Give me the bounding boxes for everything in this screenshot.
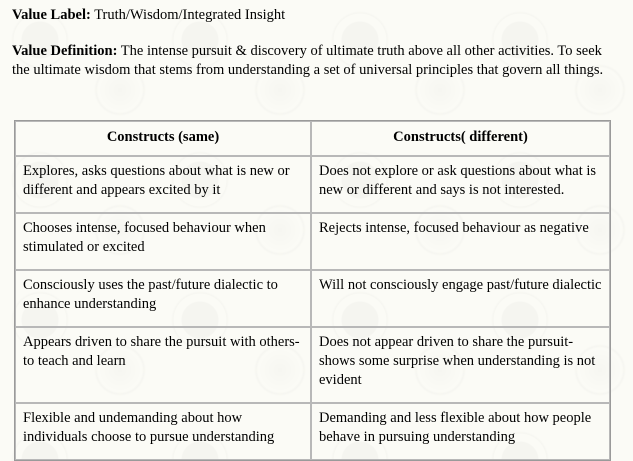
cell-different: Does not appear driven to share the pursuit- shows some surprise when understanding is not evident xyxy=(311,327,610,403)
value-label-term: Value Label: xyxy=(12,7,91,23)
cell-same: Chooses intense, focused behaviour when stimulated or excited xyxy=(15,213,311,270)
table-header-row xyxy=(15,121,610,156)
cell-different: Demanding and less flexible about how people behave in pursuing understanding xyxy=(311,403,610,460)
header-constructs-same: Constructs (same) xyxy=(15,121,311,156)
header-constructs-different: Constructs( different) xyxy=(311,121,610,156)
value-definition-text: The intense pursuit & discovery of ultimate truth above all other activities. To seek the ultimate wisdom that stems from understanding a set of universal principles that govern all things. xyxy=(12,43,604,78)
cell-different: Will not consciously engage past/future dialectic xyxy=(311,270,610,327)
table-row xyxy=(15,403,610,460)
table-row xyxy=(15,213,610,270)
table-row xyxy=(15,270,610,327)
cell-same: Flexible and undemanding about how individuals choose to pursue understanding xyxy=(15,403,311,460)
table-row xyxy=(15,327,610,403)
value-label-text: Truth/Wisdom/Integrated Insight xyxy=(94,7,286,23)
cell-same: Consciously uses the past/future dialectic to enhance understanding xyxy=(15,270,311,327)
table-row xyxy=(15,156,610,213)
cell-same: Explores, asks questions about what is new or different and appears excited by it xyxy=(15,156,311,213)
constructs-table xyxy=(14,120,611,461)
cell-different: Rejects intense, focused behaviour as negative xyxy=(311,213,610,270)
value-definition xyxy=(12,42,617,80)
value-label xyxy=(12,6,285,25)
cell-same: Appears driven to share the pursuit with others- to teach and learn xyxy=(15,327,311,403)
value-definition-term: Value Definition: xyxy=(12,43,118,59)
cell-different: Does not explore or ask questions about what is new or different and says is not interested. xyxy=(311,156,610,213)
